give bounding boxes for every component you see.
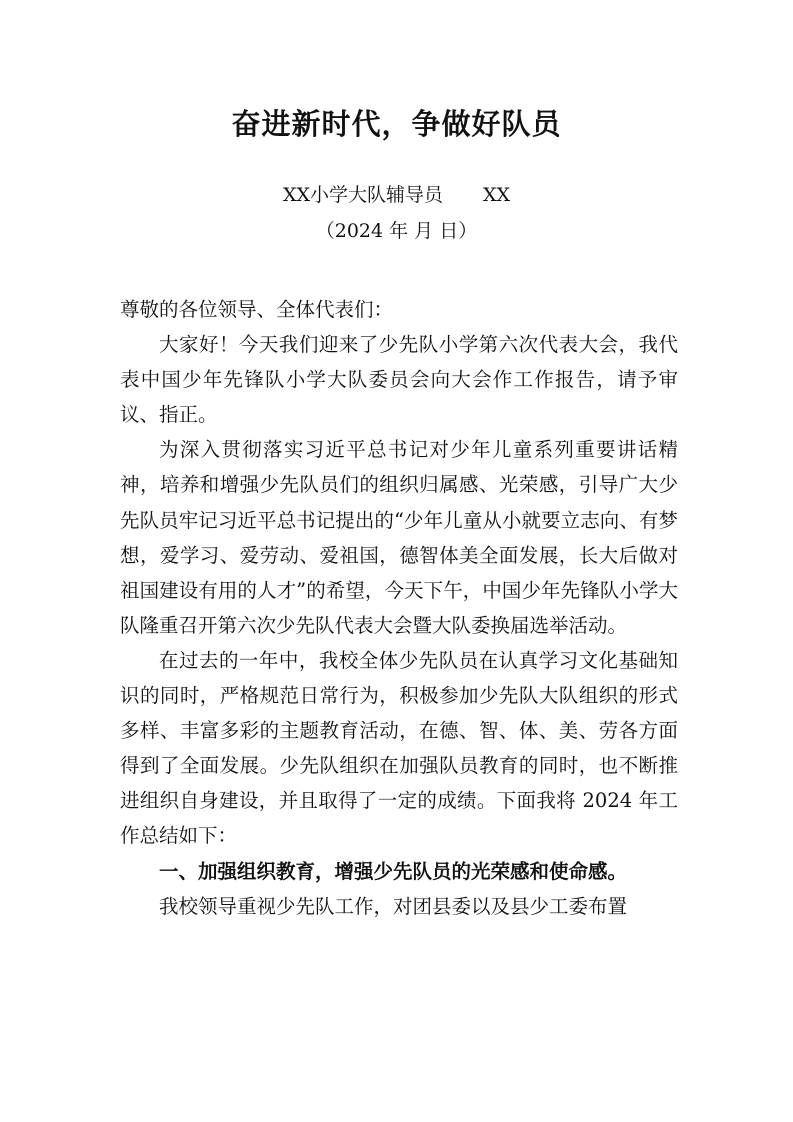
author-name: XX — [483, 184, 511, 206]
section-paragraph: 我校领导重视少先队工作，对团县委以及县少工委布置 — [159, 894, 628, 918]
paragraph-review: 在过去的一年中，我校全体少先队员在认真学习文化基础知识的同时，严格规范日常行为，积极参加少先队大队组织的形式多样、丰富多彩的主题教育活动，在德、智、体、美、劳各方面得到了全面发展。少先队组织在加强队员教育的同时，也不断推进组织自身建设，并且取得了一定的成绩。下面我将 2024 年工作总结如下： — [120, 648, 678, 848]
document-title: 奋进新时代，争做好队员 — [231, 107, 562, 141]
paragraph-greeting: 大家好！今天我们迎来了少先队小学第六次代表大会，我代表中国少年先锋队小学大队委员会向大会作工作报告，请予审议、指正。 — [120, 333, 678, 427]
salutation: 尊敬的各位领导、全体代表们： — [120, 298, 394, 321]
author-role: XX小学大队辅导员 — [282, 184, 443, 206]
author-line — [0, 180, 793, 210]
document-date: （2024 年 月 日） — [315, 220, 478, 242]
paragraph-purpose: 为深入贯彻落实习近平总书记对少年儿童系列重要讲话精神，培养和增强少先队员们的组织归属感、光荣感，引导广大少先队员牢记习近平总书记提出的“少年儿童从小就要立志向、有梦想，爱学习、爱劳动、爱祖国，德智体美全面发展，长大后做对祖国建设有用的人才”的希望，今天下午，中国少年先锋队小学大队隆重召开第六次少先队代表大会暨大队委换届选举活动。 — [120, 438, 678, 637]
document-body — [120, 292, 678, 924]
section-heading: 一、加强组织教育，增强少先队员的光荣感和使命感。 — [159, 859, 628, 883]
